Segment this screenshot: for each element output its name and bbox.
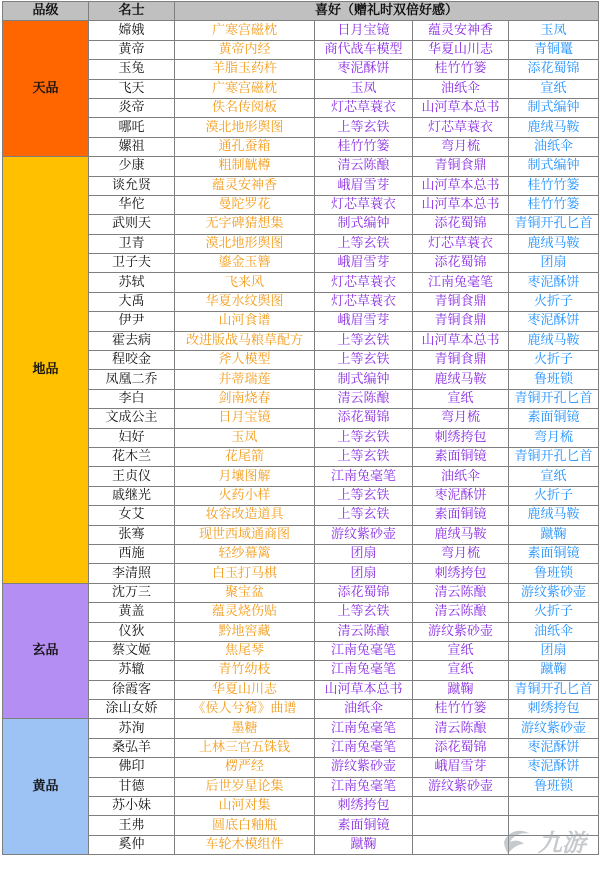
celebrity-name: 卫子夫 (89, 254, 175, 273)
table-row (3, 816, 599, 835)
gift-cell-2: 蹴鞠 (315, 835, 413, 854)
gift-cell-2: 上等玄铁 (315, 331, 413, 350)
gift-cell-1: 黔地窖藏 (175, 622, 315, 641)
gift-cell-4 (509, 797, 599, 816)
gift-cell-2: 游纹紫砂壶 (315, 525, 413, 544)
gift-cell-2: 江南兔毫笔 (315, 641, 413, 660)
table-row (3, 351, 599, 370)
celebrity-name: 伊尹 (89, 312, 175, 331)
gift-cell-3: 宣纸 (413, 661, 509, 680)
gift-cell-4: 游纹紫砂壶 (509, 719, 599, 738)
celebrity-name: 桑弘羊 (89, 738, 175, 757)
celebrity-name: 炎帝 (89, 98, 175, 117)
gift-cell-1: 飞来风 (175, 273, 315, 292)
table-row (3, 273, 599, 292)
gift-cell-2: 灯芯草蓑衣 (315, 195, 413, 214)
gift-preference-table (2, 1, 599, 855)
gift-cell-1: 华夏水纹舆图 (175, 292, 315, 311)
gift-cell-1: 改进版战马粮草配方 (175, 331, 315, 350)
gift-cell-4: 鹿绒马鞍 (509, 234, 599, 253)
celebrity-name: 卫青 (89, 234, 175, 253)
table-row (3, 467, 599, 486)
celebrity-name: 蔡文姬 (89, 641, 175, 660)
table-header-row (3, 2, 599, 21)
celebrity-name: 华佗 (89, 195, 175, 214)
table-row (3, 603, 599, 622)
gift-cell-4: 鲁班锁 (509, 564, 599, 583)
table-row (3, 215, 599, 234)
tier-cell: 黄品 (3, 719, 89, 855)
gift-cell-3: 桂竹竹篓 (413, 700, 509, 719)
celebrity-name: 佛印 (89, 758, 175, 777)
header-name: 名士 (89, 2, 175, 21)
gift-cell-2: 刺绣挎包 (315, 797, 413, 816)
gift-cell-2: 上等玄铁 (315, 506, 413, 525)
gift-cell-1: 日月宝镜 (175, 409, 315, 428)
gift-cell-1: 楞严经 (175, 758, 315, 777)
gift-cell-1: 并蒂瑞莲 (175, 370, 315, 389)
gift-cell-2: 上等玄铁 (315, 234, 413, 253)
gift-cell-1: 华夏山川志 (175, 680, 315, 699)
gift-cell-3: 清云陈酿 (413, 603, 509, 622)
gift-cell-3: 峨眉雪芽 (413, 758, 509, 777)
gift-cell-1: 青竹幼枝 (175, 661, 315, 680)
gift-cell-1: 佚名传阅板 (175, 98, 315, 117)
gift-cell-3 (413, 835, 509, 854)
table-row (3, 738, 599, 757)
celebrity-name: 花木兰 (89, 447, 175, 466)
gift-cell-1: 《侯人兮猗》曲谱 (175, 700, 315, 719)
table-row (3, 835, 599, 854)
gift-cell-2: 灯芯草蓑衣 (315, 98, 413, 117)
celebrity-name: 谈允贤 (89, 176, 175, 195)
celebrity-name: 少康 (89, 157, 175, 176)
table-row (3, 389, 599, 408)
gift-cell-2: 江南兔毫笔 (315, 467, 413, 486)
gift-cell-2: 玉凤 (315, 79, 413, 98)
gift-cell-1: 山河食谱 (175, 312, 315, 331)
gift-cell-2: 上等玄铁 (315, 351, 413, 370)
table-row (3, 700, 599, 719)
gift-cell-2: 峨眉雪芽 (315, 254, 413, 273)
celebrity-name: 玉兔 (89, 60, 175, 79)
gift-cell-4: 鹿绒马鞍 (509, 506, 599, 525)
gift-cell-3: 宣纸 (413, 389, 509, 408)
gift-cell-4: 火折子 (509, 292, 599, 311)
gift-cell-2: 枣泥酥饼 (315, 60, 413, 79)
table-row (3, 622, 599, 641)
gift-cell-1: 羊脂玉药杵 (175, 60, 315, 79)
celebrity-name: 大禹 (89, 292, 175, 311)
gift-cell-1: 漠北地形舆图 (175, 118, 315, 137)
gift-cell-4: 青铜鼍 (509, 40, 599, 59)
table-row (3, 486, 599, 505)
table-row (3, 312, 599, 331)
gift-cell-3: 鹿绒马鞍 (413, 525, 509, 544)
table-row (3, 506, 599, 525)
gift-cell-4: 团扇 (509, 641, 599, 660)
gift-cell-2: 灯芯草蓑衣 (315, 292, 413, 311)
gift-cell-1: 花尾箭 (175, 447, 315, 466)
gift-cell-2: 团扇 (315, 564, 413, 583)
gift-cell-4: 鲁班锁 (509, 777, 599, 796)
table-row (3, 797, 599, 816)
gift-cell-4: 制式编钟 (509, 98, 599, 117)
gift-cell-4: 玉凤 (509, 21, 599, 40)
table-row (3, 118, 599, 137)
celebrity-name: 妇好 (89, 428, 175, 447)
gift-cell-4 (509, 835, 599, 854)
gift-cell-4: 枣泥酥饼 (509, 273, 599, 292)
gift-cell-4: 火折子 (509, 351, 599, 370)
gift-cell-2: 商代战车模型 (315, 40, 413, 59)
table-row (3, 719, 599, 738)
table-row (3, 292, 599, 311)
celebrity-name: 哪吒 (89, 118, 175, 137)
gift-cell-4: 素面铜镜 (509, 544, 599, 563)
gift-cell-2: 江南兔毫笔 (315, 661, 413, 680)
gift-cell-4: 油纸伞 (509, 622, 599, 641)
gift-cell-3: 华夏山川志 (413, 40, 509, 59)
gift-cell-3: 灯芯草蓑衣 (413, 118, 509, 137)
gift-cell-3: 清云陈酿 (413, 583, 509, 602)
gift-cell-4: 青铜开孔匕首 (509, 680, 599, 699)
gift-cell-3: 油纸伞 (413, 79, 509, 98)
gift-cell-4: 油纸伞 (509, 137, 599, 156)
gift-cell-1: 斧人模型 (175, 351, 315, 370)
gift-cell-2: 清云陈酿 (315, 622, 413, 641)
gift-cell-4: 游纹紫砂壶 (509, 583, 599, 602)
gift-cell-2: 上等玄铁 (315, 603, 413, 622)
gift-cell-3: 刺绣挎包 (413, 428, 509, 447)
gift-cell-3: 宣纸 (413, 641, 509, 660)
table-row (3, 428, 599, 447)
gift-cell-2: 油纸伞 (315, 700, 413, 719)
table-row (3, 680, 599, 699)
celebrity-name: 文成公主 (89, 409, 175, 428)
table-row (3, 40, 599, 59)
celebrity-name: 苏洵 (89, 719, 175, 738)
gift-cell-1: 轻纱幕篱 (175, 544, 315, 563)
celebrity-name: 飞天 (89, 79, 175, 98)
header-preferences: 喜好（赠礼时双倍好感） (175, 2, 599, 21)
celebrity-name: 仪狄 (89, 622, 175, 641)
gift-cell-3 (413, 816, 509, 835)
table-row (3, 777, 599, 796)
table-row (3, 544, 599, 563)
gift-cell-4: 鹿绒马鞍 (509, 118, 599, 137)
gift-cell-4: 刺绣挎包 (509, 700, 599, 719)
table-row (3, 157, 599, 176)
gift-cell-4: 枣泥酥饼 (509, 312, 599, 331)
gift-cell-1: 妆容改造道具 (175, 506, 315, 525)
gift-cell-4: 桂竹竹篓 (509, 176, 599, 195)
celebrity-name: 苏小妹 (89, 797, 175, 816)
gift-cell-1: 漠北地形舆图 (175, 234, 315, 253)
gift-cell-3: 枣泥酥饼 (413, 486, 509, 505)
gift-cell-1: 无字碑猜想集 (175, 215, 315, 234)
celebrity-name: 李白 (89, 389, 175, 408)
gift-cell-4: 素面铜镜 (509, 409, 599, 428)
gift-cell-2: 游纹紫砂壶 (315, 758, 413, 777)
gift-cell-1: 现世西域通商图 (175, 525, 315, 544)
gift-cell-2: 清云陈酿 (315, 157, 413, 176)
celebrity-name: 沈万三 (89, 583, 175, 602)
gift-cell-3: 清云陈酿 (413, 719, 509, 738)
gift-cell-1: 玉凤 (175, 428, 315, 447)
gift-cell-2: 江南兔毫笔 (315, 777, 413, 796)
celebrity-name: 李清照 (89, 564, 175, 583)
gift-cell-2: 素面铜镜 (315, 816, 413, 835)
gift-cell-1: 圆底白釉瓶 (175, 816, 315, 835)
tier-cell: 玄品 (3, 583, 89, 719)
gift-cell-1: 通孔蚕箱 (175, 137, 315, 156)
gift-cell-2: 制式编钟 (315, 215, 413, 234)
gift-cell-2: 灯芯草蓑衣 (315, 273, 413, 292)
gift-cell-3: 桂竹竹篓 (413, 60, 509, 79)
gift-cell-1: 粗制觥樽 (175, 157, 315, 176)
gift-cell-1: 黄帝内经 (175, 40, 315, 59)
gift-cell-1: 车轮木模组件 (175, 835, 315, 854)
gift-cell-4: 添花蜀锦 (509, 60, 599, 79)
celebrity-name: 黄盖 (89, 603, 175, 622)
gift-cell-4: 宣纸 (509, 467, 599, 486)
gift-cell-3: 素面铜镜 (413, 506, 509, 525)
gift-cell-4: 鲁班锁 (509, 370, 599, 389)
gift-cell-1: 上林三官五铢钱 (175, 738, 315, 757)
gift-cell-3: 江南兔毫笔 (413, 273, 509, 292)
gift-cell-3: 素面铜镜 (413, 447, 509, 466)
gift-cell-2: 上等玄铁 (315, 118, 413, 137)
gift-cell-1: 蕴灵烧伤贴 (175, 603, 315, 622)
gift-cell-2: 江南兔毫笔 (315, 719, 413, 738)
gift-cell-2: 制式编钟 (315, 370, 413, 389)
table-row (3, 447, 599, 466)
gift-cell-3: 游纹紫砂壶 (413, 777, 509, 796)
gift-cell-2: 清云陈酿 (315, 389, 413, 408)
celebrity-name: 苏辙 (89, 661, 175, 680)
gift-cell-1: 火药小样 (175, 486, 315, 505)
gift-cell-3: 山河草本总书 (413, 98, 509, 117)
celebrity-name: 苏轼 (89, 273, 175, 292)
gift-cell-4: 枣泥酥饼 (509, 738, 599, 757)
gift-cell-4: 青铜开孔匕首 (509, 215, 599, 234)
table-row (3, 79, 599, 98)
watermark-text: 九游 (538, 829, 586, 857)
gift-cell-1: 广寒宫磁枕 (175, 79, 315, 98)
table-row (3, 758, 599, 777)
gift-cell-4: 宣纸 (509, 79, 599, 98)
gift-cell-3: 青铜食鼎 (413, 292, 509, 311)
gift-cell-4: 制式编钟 (509, 157, 599, 176)
table-row (3, 21, 599, 40)
gift-cell-1: 月壤图解 (175, 467, 315, 486)
gift-cell-3: 游纹紫砂壶 (413, 622, 509, 641)
table-row (3, 60, 599, 79)
gift-cell-1: 鎏金玉簪 (175, 254, 315, 273)
table-row (3, 564, 599, 583)
gift-cell-3: 鹿绒马鞍 (413, 370, 509, 389)
gift-cell-3: 蹴鞠 (413, 680, 509, 699)
celebrity-name: 嫦娥 (89, 21, 175, 40)
tier-cell: 地品 (3, 157, 89, 584)
gift-cell-1: 剑南烧春 (175, 389, 315, 408)
gift-cell-1: 聚宝盆 (175, 583, 315, 602)
gift-cell-1: 后世岁星论集 (175, 777, 315, 796)
gift-cell-2: 日月宝镜 (315, 21, 413, 40)
celebrity-name: 戚继光 (89, 486, 175, 505)
celebrity-name: 黄帝 (89, 40, 175, 59)
gift-cell-3: 添花蜀锦 (413, 738, 509, 757)
gift-cell-3: 弯月梳 (413, 137, 509, 156)
gift-cell-2: 上等玄铁 (315, 447, 413, 466)
gift-cell-2: 上等玄铁 (315, 428, 413, 447)
table-row (3, 525, 599, 544)
gift-cell-1: 蕴灵安神香 (175, 176, 315, 195)
table-row (3, 370, 599, 389)
gift-cell-4: 枣泥酥饼 (509, 758, 599, 777)
gift-cell-3: 弯月梳 (413, 544, 509, 563)
gift-cell-2: 江南兔毫笔 (315, 738, 413, 757)
gift-cell-4: 桂竹竹篓 (509, 195, 599, 214)
celebrity-name: 嫘祖 (89, 137, 175, 156)
gift-cell-2: 峨眉雪芽 (315, 176, 413, 195)
gift-cell-3: 山河草本总书 (413, 176, 509, 195)
celebrity-name: 王弗 (89, 816, 175, 835)
gift-cell-1: 焦尾琴 (175, 641, 315, 660)
tier-cell: 天品 (3, 21, 89, 157)
gift-cell-4: 蹴鞠 (509, 525, 599, 544)
gift-cell-3: 刺绣挎包 (413, 564, 509, 583)
table-row (3, 234, 599, 253)
gift-cell-1: 墨糖 (175, 719, 315, 738)
gift-cell-4: 鹿绒马鞍 (509, 331, 599, 350)
gift-cell-2: 添花蜀锦 (315, 409, 413, 428)
celebrity-name: 涂山女娇 (89, 700, 175, 719)
table-row (3, 331, 599, 350)
gift-cell-4: 火折子 (509, 486, 599, 505)
celebrity-name: 甘德 (89, 777, 175, 796)
gift-cell-2: 山河草本总书 (315, 680, 413, 699)
gift-cell-2: 桂竹竹篓 (315, 137, 413, 156)
celebrity-name: 霍去病 (89, 331, 175, 350)
gift-cell-1: 白玉打马棋 (175, 564, 315, 583)
gift-cell-1: 山河对集 (175, 797, 315, 816)
gift-cell-3: 弯月梳 (413, 409, 509, 428)
gift-cell-4: 青铜开孔匕首 (509, 389, 599, 408)
gift-cell-2: 团扇 (315, 544, 413, 563)
gift-cell-1: 曼陀罗花 (175, 195, 315, 214)
celebrity-name: 程咬金 (89, 351, 175, 370)
gift-cell-4: 蹴鞠 (509, 661, 599, 680)
gift-cell-2: 峨眉雪芽 (315, 312, 413, 331)
celebrity-name: 女艾 (89, 506, 175, 525)
table-row (3, 583, 599, 602)
celebrity-name: 武则天 (89, 215, 175, 234)
table-row (3, 98, 599, 117)
celebrity-name: 奚仲 (89, 835, 175, 854)
gift-cell-3: 灯芯草蓑衣 (413, 234, 509, 253)
celebrity-name: 王贞仪 (89, 467, 175, 486)
table-row (3, 176, 599, 195)
gift-cell-1: 广寒宫磁枕 (175, 21, 315, 40)
gift-cell-4: 弯月梳 (509, 428, 599, 447)
gift-cell-4 (509, 816, 599, 835)
gift-cell-4: 团扇 (509, 254, 599, 273)
gift-cell-2: 上等玄铁 (315, 486, 413, 505)
gift-cell-3: 青铜食鼎 (413, 312, 509, 331)
gift-cell-3: 山河草本总书 (413, 195, 509, 214)
header-tier: 品级 (3, 2, 89, 21)
gift-cell-3 (413, 797, 509, 816)
gift-cell-2: 添花蜀锦 (315, 583, 413, 602)
celebrity-name: 凤凰二乔 (89, 370, 175, 389)
gift-cell-3: 山河草本总书 (413, 331, 509, 350)
celebrity-name: 张骞 (89, 525, 175, 544)
gift-cell-3: 青铜食鼎 (413, 351, 509, 370)
gift-cell-4: 火折子 (509, 603, 599, 622)
table-row (3, 409, 599, 428)
gift-cell-3: 添花蜀锦 (413, 254, 509, 273)
celebrity-name: 西施 (89, 544, 175, 563)
gift-cell-4: 青铜开孔匕首 (509, 447, 599, 466)
table-row (3, 641, 599, 660)
gift-cell-3: 青铜食鼎 (413, 157, 509, 176)
gift-cell-3: 蕴灵安神香 (413, 21, 509, 40)
table-row (3, 661, 599, 680)
celebrity-name: 徐霞客 (89, 680, 175, 699)
table-row (3, 195, 599, 214)
gift-cell-3: 油纸伞 (413, 467, 509, 486)
table-row (3, 137, 599, 156)
table-row (3, 254, 599, 273)
gift-cell-3: 添花蜀锦 (413, 215, 509, 234)
